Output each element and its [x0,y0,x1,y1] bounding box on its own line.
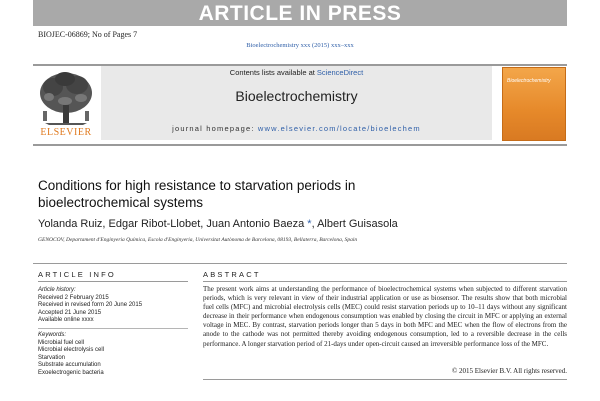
keyword-item: Starvation [38,354,66,361]
history-item: Received 2 February 2015 [38,294,109,301]
history-item: Available online xxxx [38,317,94,324]
elsevier-wordmark: ELSEVIER [40,127,92,138]
section-divider [33,263,567,264]
citation-link[interactable]: Bioelectrochemistry xxx (2015) xxx–xxx [246,42,354,49]
corresponding-author-mark[interactable]: * [307,218,312,230]
cover-title: Bioelectrochemistry [507,78,551,84]
article-in-press-banner: ARTICLE IN PRESS [33,0,567,26]
journal-name: Bioelectrochemistry [235,88,358,104]
abstract-text: The present work aims at understanding the performance of bioelectrochemical systems when subjected to different starvation periods, which is very relevant in view of their industrial application or use as biosensor. The results show that both microbial fuel cells (MFC) and microbial electrolysis cells (MEC) could resist starvation periods up to 10–11 days without any significant decrease in their performance when endogenous consumption was enabled by closing the circuit in MFC or applying an external voltage in MEC. By contrast, starvation periods longer than 5 days in both MFC and MEC when the flow of electrons from the anode to the cathode was not permitted thereby avoiding endogenous consumption, led to a reversible decrease in the cells performance. A longer starvation period of 21-days under open-circuit caused an irreversible performance loss of the MFC. [203,285,567,348]
journal-citation[interactable] [0,42,600,49]
journal-cover-image [502,67,566,141]
sciencedirect-link[interactable]: ScienceDirect [316,68,364,77]
history-item: Received in revised form 20 June 2015 [38,302,143,309]
article-info-panel [38,287,188,378]
keyword-item: Substrate accumulation [38,362,101,369]
document-id: BIOJEC-06869; No of Pages 7 [38,30,138,39]
history-item: Accepted 21 June 2015 [38,309,102,316]
author-affiliation: GENOCOV, Departament d'Enginyeria Química, Escola d'Enginyeria, Universitat Autònoma de Barcelona, 08193, Bellaterra, Barcelona, Spain [38,237,358,243]
authors-text: Yolanda Ruiz, Edgar Ribot-Llobet, Juan Antonio Baeza [38,218,308,230]
keywords-label: Keywords: [38,331,67,338]
copyright-notice: © 2015 Elsevier B.V. All rights reserved. [451,367,567,375]
article-info-rule [38,281,188,282]
journal-homepage [101,124,492,133]
abstract-rule [203,281,567,282]
author-list [38,218,398,230]
contents-available-line [101,68,492,77]
authors-last: , Albert Guisasola [311,218,398,230]
abstract-heading: ABSTRACT [203,270,261,279]
keyword-item: Microbial electrolysis cell [38,347,105,354]
homepage-prefix: journal homepage: [172,124,258,133]
article-title: Conditions for high resistance to starvation periods in bioelectrochemical systems [38,178,356,210]
abstract-bottom-rule [203,379,567,380]
homepage-link[interactable]: www.elsevier.com/locate/bioelechem [257,124,421,133]
contents-prefix: Contents lists available at [229,68,317,77]
info-separator [38,328,188,329]
article-info-heading: ARTICLE INFO [38,270,116,279]
keyword-item: Microbial fuel cell [38,339,85,346]
article-history-label: Article history: [38,287,76,293]
keyword-item: Exoelectrogenic bacteria [38,369,104,376]
